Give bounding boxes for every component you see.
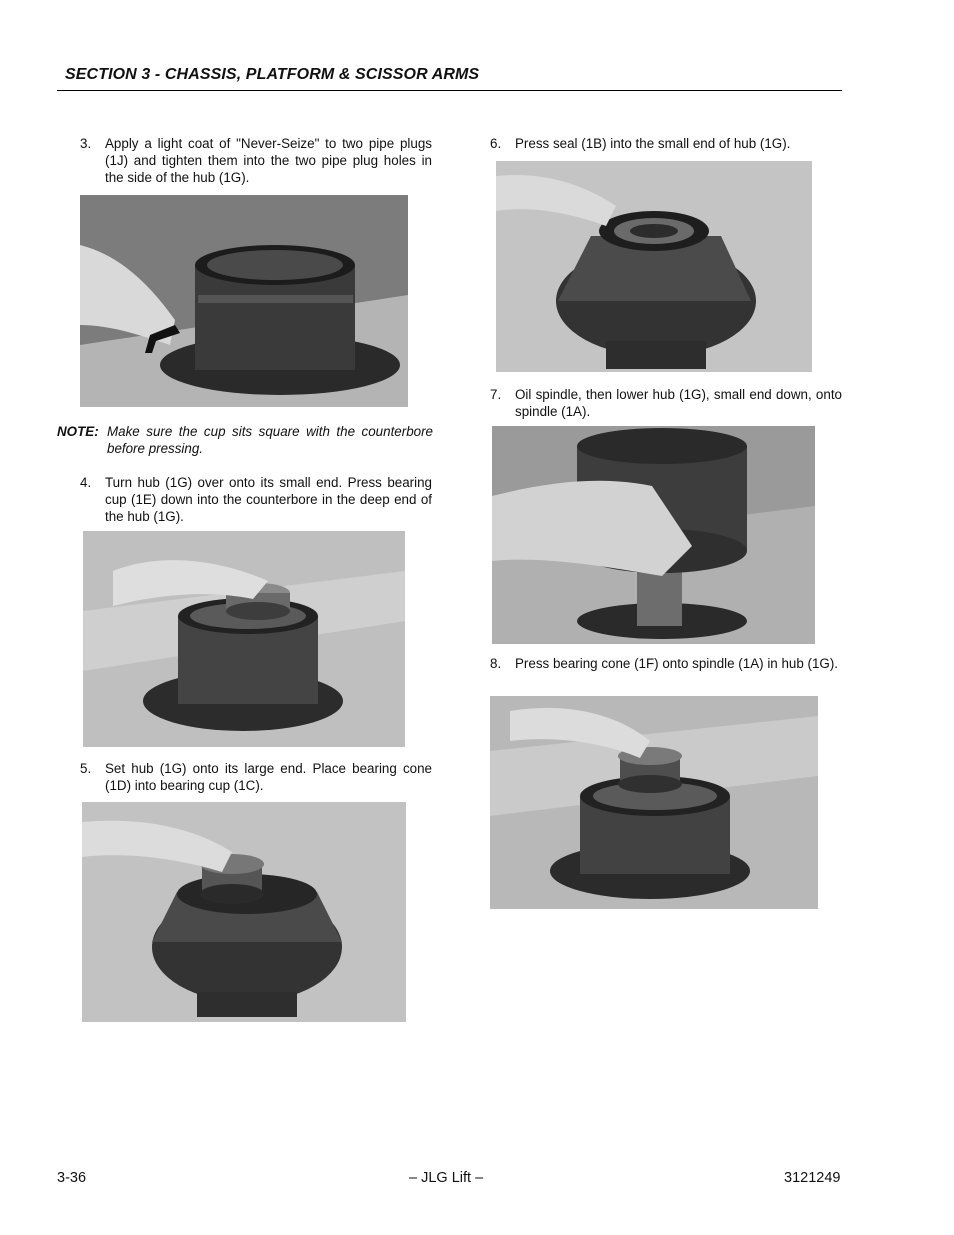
photo-step-3-pipe-plug [80, 195, 408, 407]
step-number: 4. [80, 475, 92, 490]
step-4 [80, 474, 432, 526]
section-title: SECTION 3 - CHASSIS, PLATFORM & SCISSOR ARMS [65, 66, 480, 83]
step-3 [80, 135, 432, 187]
step-number: 3. [80, 136, 92, 151]
step-5 [80, 760, 432, 794]
step-text: Turn hub (1G) over onto its small end. Press bearing cup (1E) down into the counterbore in the deep end of the hub (1G). [105, 475, 432, 525]
photo-step-7-spindle [492, 426, 815, 644]
step-number: 8. [490, 656, 502, 671]
step-text: Set hub (1G) onto its large end. Place bearing cone (1D) into bearing cup (1C). [105, 761, 432, 794]
step-8 [490, 655, 842, 672]
footer-page-number: 3-36 [57, 1170, 87, 1186]
step-number: 5. [80, 761, 92, 776]
photo-step-5-bearing-cone [82, 802, 406, 1022]
note [57, 423, 433, 457]
step-text: Oil spindle, then lower hub (1G), small end down, onto spindle (1A). [515, 387, 842, 420]
step-text: Press bearing cone (1F) onto spindle (1A) in hub (1G). [515, 656, 839, 671]
step-text: Apply a light coat of "Never-Seize" to two pipe plugs (1J) and tighten them into the two pipe plug holes in the side of the hub (1G). [105, 136, 432, 186]
section-header [57, 64, 842, 91]
step-7 [490, 386, 842, 420]
step-number: 6. [490, 136, 502, 151]
photo-step-6-seal [496, 161, 812, 372]
step-text: Press seal (1B) into the small end of hub (1G). [515, 136, 791, 151]
note-text: Make sure the cup sits square with the counterbore before pressing. [107, 424, 433, 457]
footer-title: – JLG Lift – [409, 1170, 484, 1186]
step-number: 7. [490, 387, 502, 402]
note-label: NOTE: [57, 424, 99, 439]
step-6 [490, 135, 842, 152]
footer-doc-number: 3121249 [784, 1170, 841, 1186]
photo-step-4-bearing-cup [83, 531, 405, 747]
photo-step-8-bearing-cone [490, 696, 818, 909]
